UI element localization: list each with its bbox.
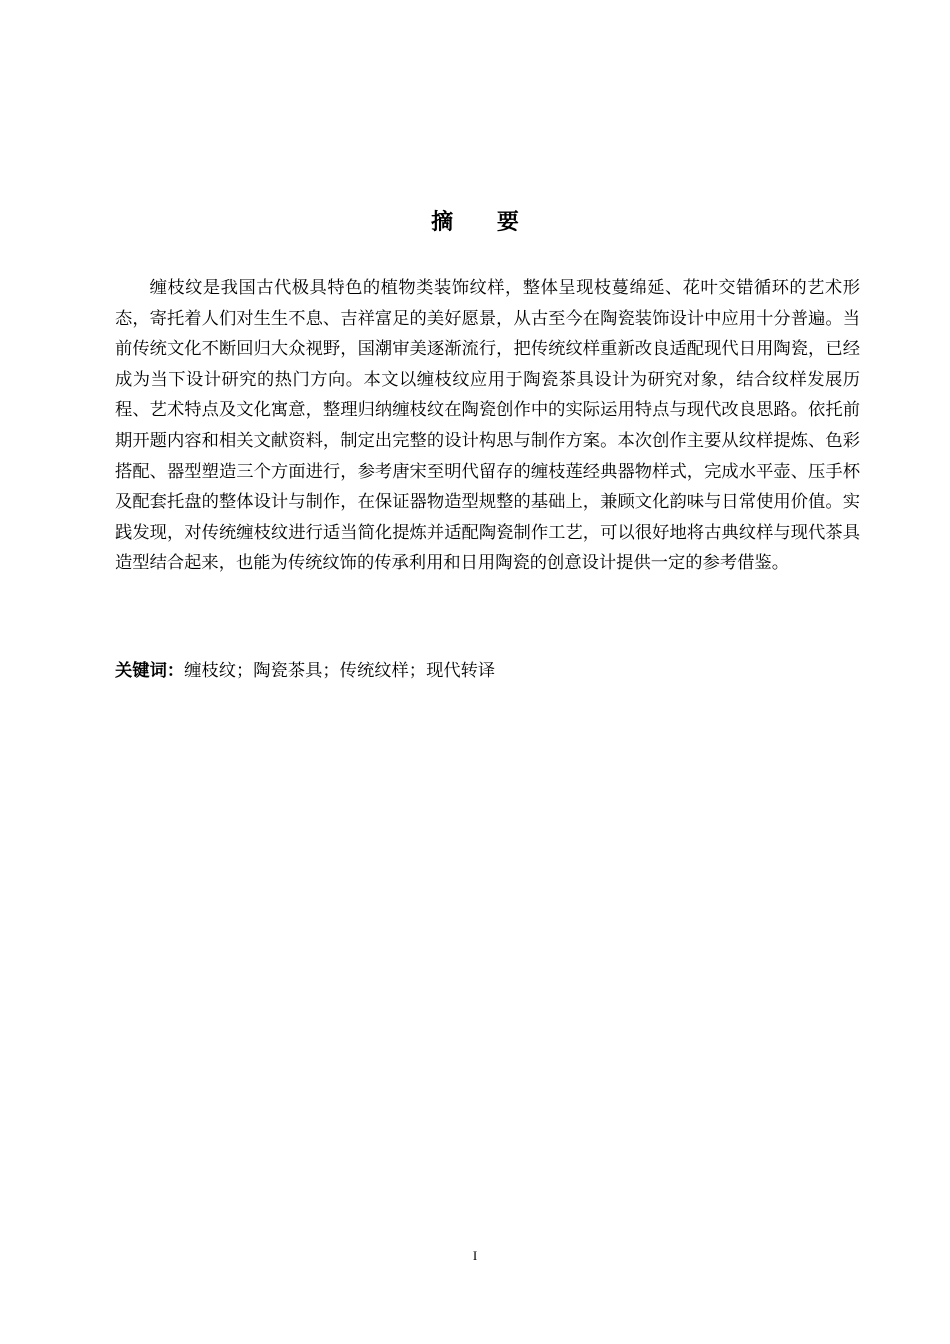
page-number: I xyxy=(472,1248,478,1263)
keywords-label: 关键词： xyxy=(115,661,185,681)
abstract-title: 摘 要 xyxy=(431,210,537,235)
keywords-text: 缠枝纹；陶瓷茶具；传统纹样；现代转译 xyxy=(184,661,496,681)
abstract-paragraph: 缠枝纹是我国古代极具特色的植物类装饰纹样，整体呈现枝蔓绵延、花叶交错循环的艺术形态，寄托着人们对生生不息、吉祥富足的美好愿景，从古至今在陶瓷装饰设计中应用十分普遍。当前传统文化不断回归大众视野，国潮审美逐渐流行，把传统纹样重新改良适配现代日用陶瓷，已经成为当下设计研究的热门方向。本文以缠枝纹应用于陶瓷茶具设计为研究对象，结合纹样发展历程、艺术特点及文化寓意，整理归纳缠枝纹在陶瓷创作中的实际运用特点与现代改良思路。依托前期开题内容和相关文献资料，制定出完整的设计构思与制作方案。本次创作主要从纹样提炼、色彩搭配、器型塑造三个方面进行，参考唐宋至明代留存的缠枝莲经典器物样式，完成水平壶、压手杯及配套托盘的整体设计与制作，在保证器物造型规整的基础上，兼顾文化韵味与日常使用价值。实践发现，对传统缠枝纹进行适当简化提炼并适配陶瓷制作工艺，可以很好地将古典纹样与现代茶具造型结合起来，也能为传统纹饰的传承利用和日用陶瓷的创意设计提供一定的参考借鉴。 xyxy=(115,278,860,574)
keywords-line xyxy=(115,656,860,686)
